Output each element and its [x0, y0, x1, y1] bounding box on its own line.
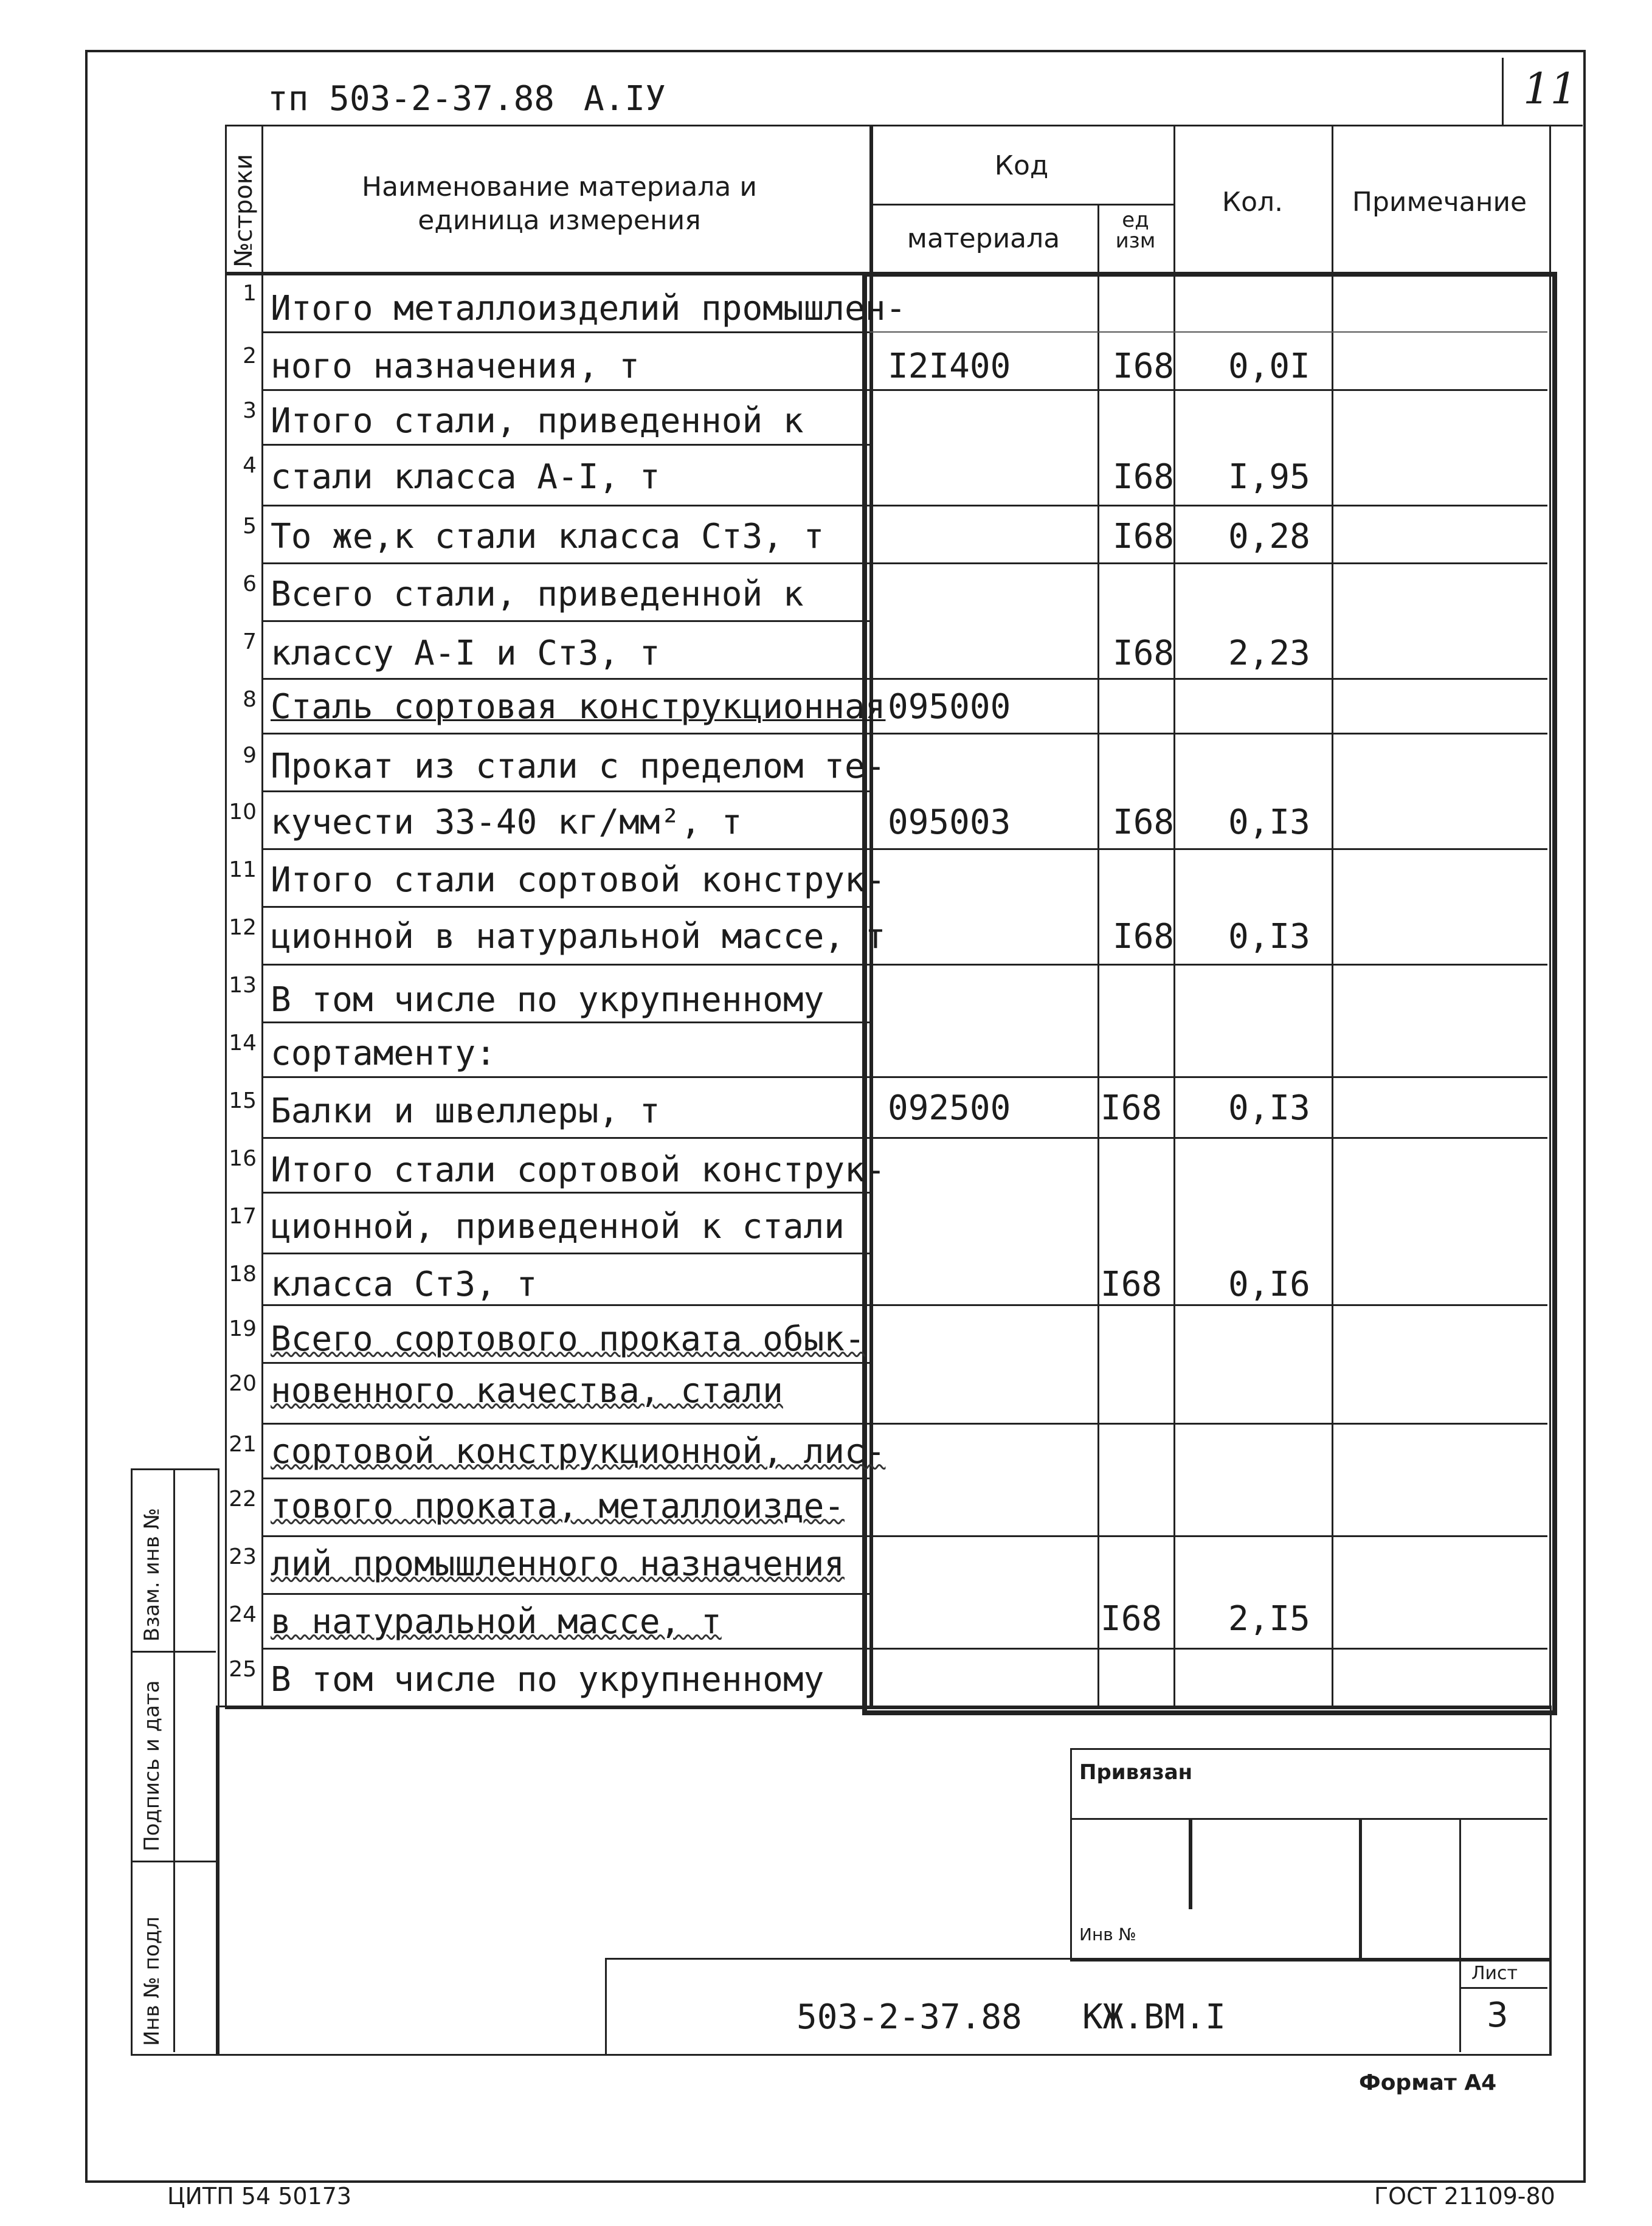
doc-number-block [605, 1958, 1551, 2056]
row-name: класса Ст3, т [271, 1265, 537, 1304]
row-number: 20 [229, 1371, 257, 1396]
row-name: Итого стали сортовой конструк- [271, 1150, 886, 1190]
side-label-podpis: Подпись и дата [140, 1680, 164, 1851]
row-material-code: 095000 [888, 687, 1011, 727]
row-name: Итого стали сортовой конструк- [271, 860, 886, 900]
row-name: Всего стали, приведенной к [271, 575, 804, 614]
row-number: 21 [229, 1432, 257, 1457]
row-unit-code: I68 [1101, 1265, 1163, 1304]
doc-header-album: А.IУ [584, 79, 666, 119]
row-number: 7 [243, 629, 257, 654]
row-name: лий промышленного назначения [271, 1544, 845, 1584]
row-unit-code: I68 [1113, 917, 1175, 956]
row-name: В том числе по укрупненному [271, 980, 824, 1020]
row-unit-code: I68 [1101, 1088, 1163, 1128]
handwritten-sheet-number: 11 [1523, 64, 1578, 114]
row-number: 15 [229, 1088, 257, 1113]
inv-no-label: Инв № [1079, 1924, 1136, 1944]
row-name: ционной, приведенной к стали [271, 1207, 845, 1246]
row-number: 8 [243, 687, 257, 712]
row-number: 1 [243, 281, 257, 306]
row-qty: 0,I3 [1228, 1088, 1310, 1128]
row-number: 14 [229, 1031, 257, 1056]
format-label: Формат А4 [1359, 2070, 1497, 2095]
sheet-label: Лист [1471, 1963, 1518, 1984]
row-qty: 2,I5 [1228, 1599, 1310, 1639]
row-number: 19 [229, 1316, 257, 1341]
row-qty: I,95 [1228, 457, 1310, 497]
side-label-inv-podl: Инв № подл [140, 1917, 164, 2046]
row-unit-code: I68 [1113, 457, 1175, 497]
row-number: 18 [229, 1262, 257, 1287]
col-header-qty: Кол. [1222, 187, 1284, 218]
row-name: сортаменту: [271, 1034, 496, 1073]
row-qty: 0,I6 [1228, 1265, 1310, 1304]
row-name: Итого стали, приведенной к [271, 401, 804, 441]
row-unit-code: I68 [1101, 1599, 1163, 1639]
row-qty: 0,28 [1228, 517, 1310, 556]
row-number: 10 [229, 800, 257, 824]
row-name: В том числе по укрупненному [271, 1660, 824, 1699]
row-name: Балки и швеллеры, т [271, 1091, 660, 1131]
row-number: 22 [229, 1487, 257, 1512]
row-number: 24 [229, 1602, 257, 1627]
row-number: 11 [229, 857, 257, 882]
sheet-value: 3 [1487, 1996, 1509, 2035]
col-header-code-material: материала [907, 223, 1060, 254]
col-header-code: Код [994, 150, 1049, 181]
doc-number: 503-2-37.88 [797, 1997, 1022, 2037]
col-header-code-unit: ед изм [1115, 208, 1156, 253]
row-material-code: 092500 [888, 1088, 1011, 1128]
row-name: тового проката, металлоизде- [271, 1487, 845, 1526]
footer-left: ЦИТП 54 50173 [167, 2183, 352, 2210]
doc-header-code: тп 503-2-37.88 [268, 79, 555, 119]
row-number: 5 [243, 514, 257, 539]
row-name: классу А-I и Ст3, т [271, 634, 660, 673]
row-number: 12 [229, 915, 257, 940]
col-header-note: Примечание [1352, 187, 1527, 218]
row-name: стали класса А-I, т [271, 457, 660, 497]
row-number: 9 [243, 743, 257, 768]
row-qty: 2,23 [1228, 634, 1310, 673]
row-material-code: I2I400 [888, 347, 1011, 386]
row-name: ционной в натуральной массе, т [271, 917, 886, 956]
row-number: 13 [229, 973, 257, 998]
data-area-bold [862, 272, 1557, 1715]
row-number: 6 [243, 572, 257, 596]
row-name: Прокат из стали с пределом те- [271, 747, 886, 786]
row-qty: 0,0I [1228, 347, 1310, 386]
row-unit-code: I68 [1113, 634, 1175, 673]
row-qty: 0,I3 [1228, 803, 1310, 842]
row-number: 2 [243, 344, 257, 368]
row-name: сортовой конструкционной, лис- [271, 1432, 886, 1471]
row-number: 25 [229, 1657, 257, 1682]
doc-mark: КЖ.ВМ.I [1082, 1997, 1226, 2037]
privyazan-label: Привязан [1079, 1760, 1193, 1785]
row-name: Всего сортового проката обык- [271, 1319, 865, 1359]
row-unit-code: I68 [1113, 517, 1175, 556]
row-number: 16 [229, 1146, 257, 1171]
col-header-row-no: №строки [230, 154, 258, 268]
row-unit-code: I68 [1113, 803, 1175, 842]
footer-right: ГОСТ 21109-80 [1374, 2183, 1555, 2210]
row-name: в натуральной массе, т [271, 1602, 722, 1642]
row-unit-code: I68 [1113, 347, 1175, 386]
row-number: 3 [243, 398, 257, 423]
row-name: новенного качества, стали [271, 1371, 783, 1411]
row-name: То же,к стали класса Ст3, т [271, 517, 824, 556]
row-name: кучести 33-40 кг/мм², т [271, 803, 742, 842]
row-qty: 0,I3 [1228, 917, 1310, 956]
row-material-code: 095003 [888, 803, 1011, 842]
row-number: 17 [229, 1204, 257, 1229]
row-number: 4 [243, 453, 257, 478]
row-name: ного назначения, т [271, 347, 640, 386]
row-name: Сталь сортовая конструкционная [271, 687, 886, 727]
row-name: Итого металлоизделий промышлен- [271, 289, 907, 328]
side-label-vzam: Взам. инв № [140, 1507, 164, 1642]
col-header-name: Наименование материала и единица измерения [362, 171, 757, 236]
row-number: 23 [229, 1544, 257, 1569]
